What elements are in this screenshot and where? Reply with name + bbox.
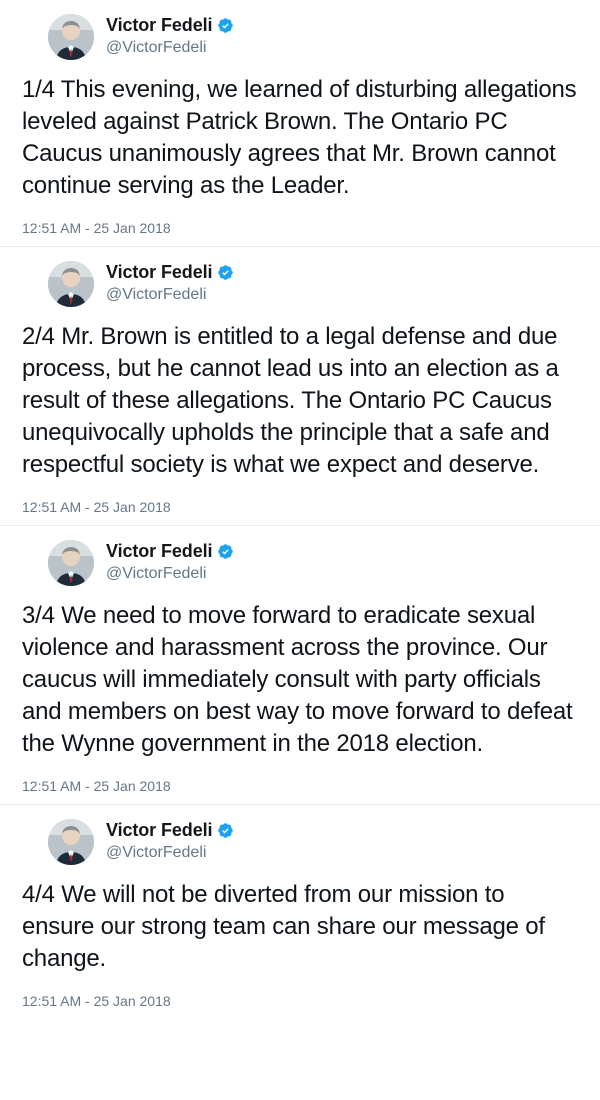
tweet-header bbox=[22, 819, 578, 865]
tweet-card[interactable] bbox=[0, 525, 600, 804]
author-names bbox=[106, 14, 234, 57]
verified-badge-icon bbox=[217, 17, 234, 34]
author-name-row bbox=[106, 262, 234, 283]
author-display-name[interactable]: Victor Fedeli bbox=[106, 820, 213, 840]
tweet-timestamp[interactable]: 12:51 AM - 25 Jan 2018 bbox=[22, 499, 171, 515]
author-display-name[interactable]: Victor Fedeli bbox=[106, 541, 213, 561]
author-display-name[interactable]: Victor Fedeli bbox=[106, 15, 213, 35]
tweet-timestamp[interactable]: 12:51 AM - 25 Jan 2018 bbox=[22, 993, 171, 1009]
author-names bbox=[106, 540, 234, 583]
avatar[interactable] bbox=[48, 540, 94, 586]
avatar[interactable] bbox=[48, 14, 94, 60]
tweet-timestamp[interactable]: 12:51 AM - 25 Jan 2018 bbox=[22, 778, 171, 794]
tweet-text: 3/4 We need to move forward to eradicate sexual violence and harassment across the province. Our caucus will immediately consult with party officials and members on best way to move forward to defeat the Wynne government in the 2018 election. bbox=[22, 602, 573, 757]
author-display-name[interactable]: Victor Fedeli bbox=[106, 262, 213, 282]
author-names bbox=[106, 261, 234, 304]
author-handle[interactable]: @VictorFedeli bbox=[106, 564, 207, 582]
tweet-text: 2/4 Mr. Brown is entitled to a legal defense and due process, but he cannot lead us into an election as a result of these allegations. The Ontario PC Caucus unequivocally upholds the principle that a safe and respectful society is what we expect and deserve. bbox=[22, 323, 559, 478]
author-name-row bbox=[106, 820, 234, 841]
tweet-text: 1/4 This evening, we learned of disturbing allegations leveled against Patrick Brown. The Ontario PC Caucus unanimously agrees that Mr. Brown cannot continue serving as the Leader. bbox=[22, 76, 577, 199]
tweet-header bbox=[22, 261, 578, 307]
tweet-header bbox=[22, 540, 578, 586]
author-handle[interactable]: @VictorFedeli bbox=[106, 285, 207, 303]
tweet-card[interactable] bbox=[0, 246, 600, 525]
author-handle[interactable]: @VictorFedeli bbox=[106, 843, 207, 861]
avatar[interactable] bbox=[48, 819, 94, 865]
avatar[interactable] bbox=[48, 261, 94, 307]
author-handle[interactable]: @VictorFedeli bbox=[106, 38, 207, 56]
author-names bbox=[106, 819, 234, 862]
tweet-header bbox=[22, 14, 578, 60]
verified-badge-icon bbox=[217, 822, 234, 839]
tweet-card[interactable] bbox=[0, 0, 600, 246]
tweet-timestamp[interactable]: 12:51 AM - 25 Jan 2018 bbox=[22, 220, 171, 236]
author-name-row bbox=[106, 541, 234, 562]
verified-badge-icon bbox=[217, 543, 234, 560]
tweet-text: 4/4 We will not be diverted from our mission to ensure our strong team can share our message of change. bbox=[22, 881, 545, 972]
author-name-row bbox=[106, 15, 234, 36]
tweet-card[interactable] bbox=[0, 804, 600, 1019]
verified-badge-icon bbox=[217, 264, 234, 281]
